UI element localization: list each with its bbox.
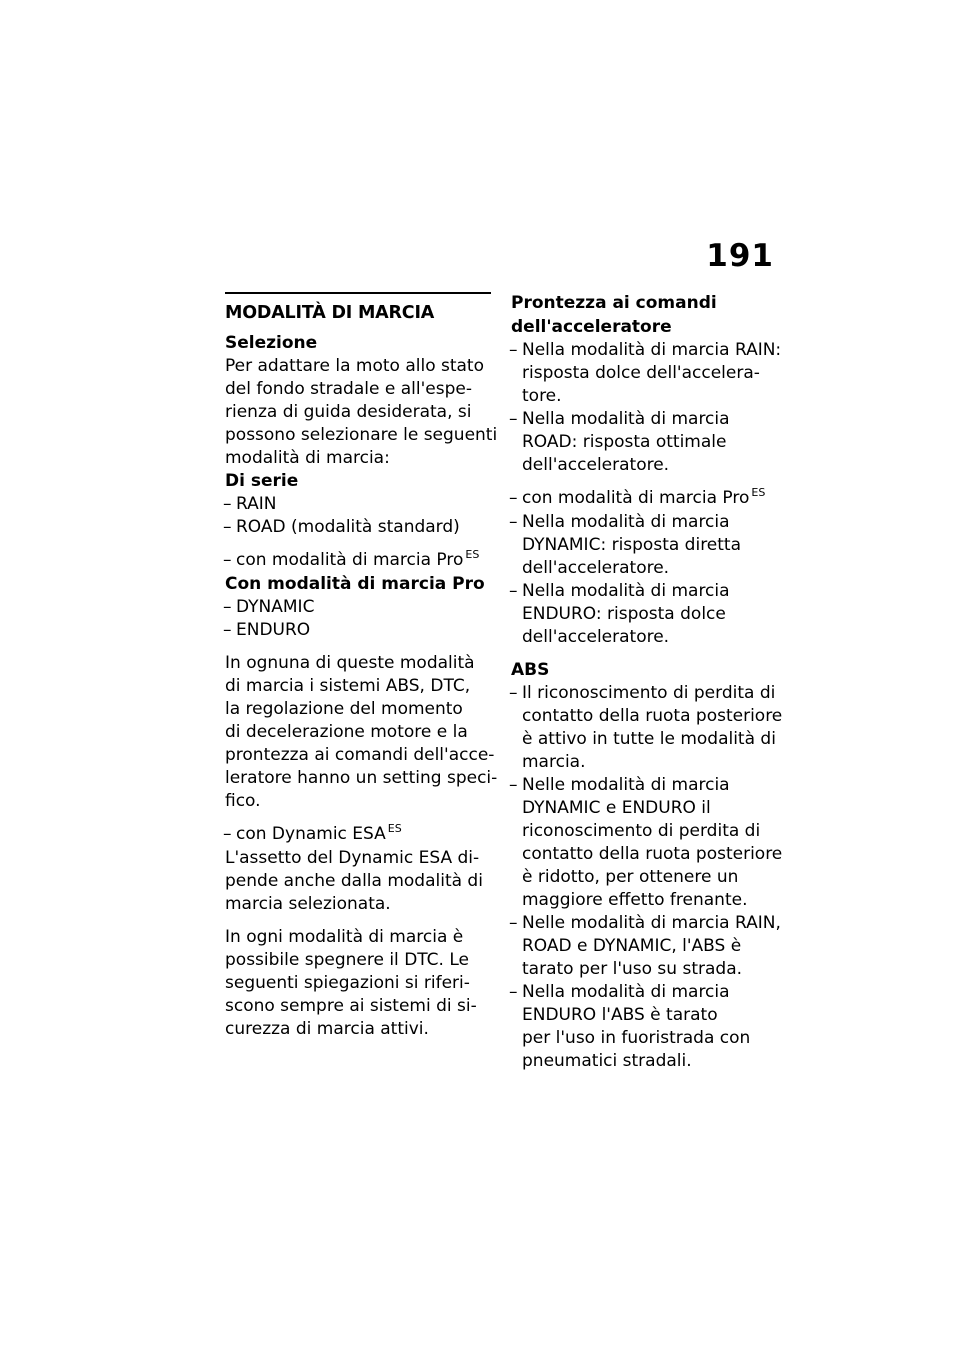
item-line: è attivo in tutte le modalità di <box>522 729 776 749</box>
text-line: la regolazione del momento <box>225 699 463 719</box>
item-line: dell'acceleratore. <box>522 455 670 475</box>
item-line: tore. <box>522 386 562 406</box>
text-line: seguenti spiegazioni si riferi- <box>225 973 470 993</box>
subheading-pro: Con modalità di marcia Pro <box>225 574 485 594</box>
text-line: Per adattare la moto allo stato <box>225 356 485 376</box>
text-line: leratore hanno un setting speci- <box>225 768 498 788</box>
item-line: DYNAMIC: risposta diretta <box>522 535 742 555</box>
paragraph-settings <box>225 652 498 813</box>
item-line: pneumatici stradali. <box>522 1051 692 1071</box>
section-rule <box>225 292 491 294</box>
text-line: possibile spegnere il DTC. Le <box>225 950 469 970</box>
item-line: – Nella modalità di marcia <box>511 408 786 431</box>
item-line: per l'uso in fuoristrada con <box>522 1028 751 1048</box>
item-line: ENDURO l'ABS è tarato <box>522 1005 718 1025</box>
list-item <box>511 981 786 1073</box>
text-line: fico. <box>225 791 261 811</box>
paragraph-dynamic-esa <box>225 847 495 916</box>
list-item <box>511 580 786 649</box>
item-line: marcia. <box>522 752 586 772</box>
item-line: ROAD: risposta ottimale <box>522 432 727 452</box>
equipment-note <box>225 823 495 847</box>
text-line: prontezza ai comandi dell'acce- <box>225 745 495 765</box>
right-column <box>511 292 786 1073</box>
es-superscript: ES <box>751 486 766 499</box>
left-column <box>225 292 498 1041</box>
subheading-selezione: Selezione <box>225 333 318 353</box>
heading-line: dell'acceleratore <box>511 317 672 337</box>
note-text: con modalità di marcia Pro <box>236 550 464 570</box>
list-item: – RAIN <box>225 493 495 516</box>
list-item <box>511 339 786 408</box>
subheading-throttle <box>511 291 786 339</box>
text-line: marcia selezionata. <box>225 894 391 914</box>
subheading-abs: ABS <box>511 660 550 680</box>
item-line: contatto della ruota posteriore <box>522 844 783 864</box>
note-text: con Dynamic ESA <box>236 824 386 844</box>
heading-line: Prontezza ai comandi <box>511 293 717 313</box>
list-item <box>511 511 786 580</box>
equipment-note <box>225 549 495 573</box>
text-line: possono selezionare le seguenti <box>225 425 498 445</box>
item-line: – Nelle modalità di marcia <box>511 774 786 797</box>
item-line: tarato per l'uso su strada. <box>522 959 743 979</box>
item-line: – Nella modalità di marcia <box>511 981 786 1004</box>
list-item <box>511 408 786 477</box>
subheading-di-serie: Di serie <box>225 471 299 491</box>
item-line: contatto della ruota posteriore <box>522 706 783 726</box>
text-line: modalità di marcia: <box>225 448 390 468</box>
text-line: In ogni modalità di marcia è <box>225 927 464 947</box>
item-line: risposta dolce dell'accelera- <box>522 363 760 383</box>
text-line: In ognuna di queste modalità <box>225 653 475 673</box>
es-superscript: ES <box>387 822 402 835</box>
item-line: ENDURO: risposta dolce <box>522 604 726 624</box>
list-item <box>511 682 786 774</box>
item-line: – Nelle modalità di marcia RAIN, <box>511 912 786 935</box>
item-line: – Nella modalità di marcia <box>511 511 786 534</box>
list-item <box>511 912 786 981</box>
item-line: maggiore effetto frenante. <box>522 890 748 910</box>
list-item <box>511 774 786 912</box>
item-line: è ridotto, per ottenere un <box>522 867 739 887</box>
paragraph-dtc <box>225 926 495 1041</box>
item-line: ROAD e DYNAMIC, l'ABS è <box>522 936 742 956</box>
text-line: pende anche dalla modalità di <box>225 871 483 891</box>
text-line: curezza di marcia attivi. <box>225 1019 429 1039</box>
item-line: dell'acceleratore. <box>522 627 670 647</box>
item-line: – Il riconoscimento di perdita di <box>511 682 786 705</box>
text-line: scono sempre ai sistemi di si- <box>225 996 477 1016</box>
item-line: riconoscimento di perdita di <box>522 821 761 841</box>
section-title: MODALITÀ DI MARCIA <box>225 303 435 323</box>
page-number: 191 <box>706 238 774 274</box>
intro-paragraph <box>225 355 498 470</box>
text-line: del fondo stradale e all'espe- <box>225 379 472 399</box>
text-line: di decelerazione motore e la <box>225 722 468 742</box>
list-item: – ROAD (modalità standard) <box>225 516 495 539</box>
note-text: con modalità di marcia Pro <box>522 488 750 508</box>
equipment-note <box>511 487 786 511</box>
item-line: – Nella modalità di marcia <box>511 580 786 603</box>
list-item: – DYNAMIC <box>225 596 495 619</box>
text-line: L'assetto del Dynamic ESA di- <box>225 848 480 868</box>
list-item: – ENDURO <box>225 619 495 642</box>
item-line: dell'acceleratore. <box>522 558 670 578</box>
text-line: di marcia i sistemi ABS, DTC, <box>225 676 471 696</box>
item-line: DYNAMIC e ENDURO il <box>522 798 711 818</box>
es-superscript: ES <box>465 548 480 561</box>
text-line: rienza di guida desiderata, si <box>225 402 472 422</box>
item-line: – Nella modalità di marcia RAIN: <box>511 339 786 362</box>
